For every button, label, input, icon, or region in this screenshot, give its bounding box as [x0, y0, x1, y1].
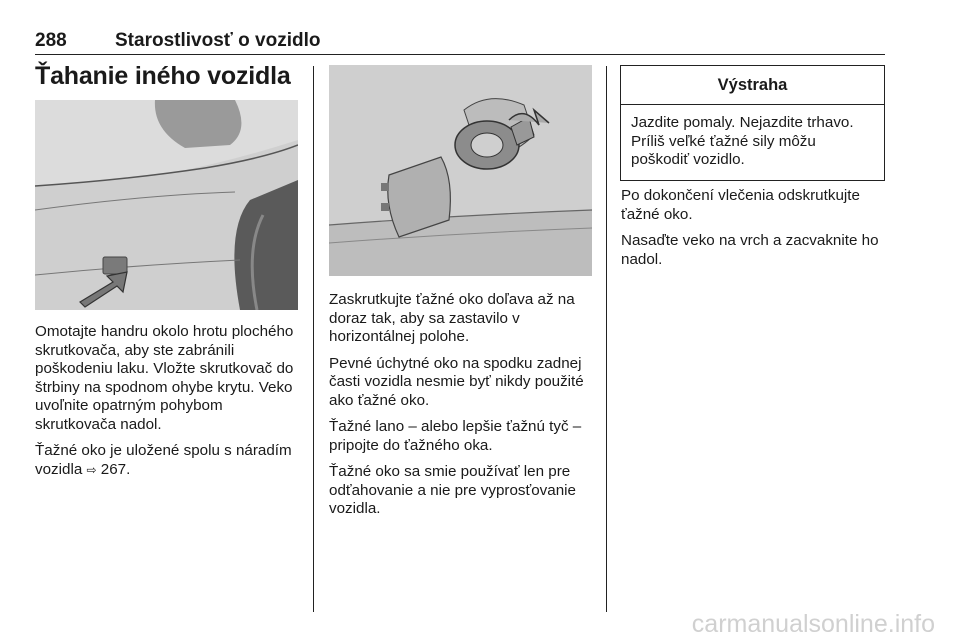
- fixed-eye-warning: Pevné úchytné oko na spodku zadnej časti vozidla nesmie byť nikdy použité ako ťažné oko.: [329, 354, 584, 409]
- rear-bumper-illustration: [35, 100, 298, 310]
- instruction-attach-rope: Ťažné lano – alebo lepšie ťažnú tyč – pripojte do ťažného oka.: [329, 418, 582, 454]
- instruction-screw-in: Zaskrutkujte ťažné oko doľava až na doraz tak, aby sa zastavilo v horizontálnej polohe.: [329, 291, 575, 345]
- page-number: 288: [35, 30, 67, 51]
- warning-title: Výstraha: [621, 66, 884, 105]
- instruction-remove-cover: Omotajte handru okolo hrotu plochého skrutkovača, aby ste zabránili poškodeniu laku. Vložte skrutkovač do štrbiny na spodnom ohybe krytu. Veko uvoľnite opatrným pohybom skrutkovača nadol.: [35, 323, 294, 433]
- page-reference-arrow-icon: ⇨: [86, 462, 97, 477]
- column-divider-left: [313, 66, 314, 612]
- tow-eye-storage-note: Ťažné oko je uložené spolu s náradím vozidla ⇨ 267.: [35, 442, 292, 478]
- instruction-refit-cover: Nasaďte veko na vrch a zacvaknite ho nadol.: [621, 232, 879, 268]
- tow-eye-illustration: [329, 65, 592, 276]
- column-2-text: [329, 291, 595, 527]
- column-1-text: [35, 323, 300, 487]
- column-3-text: [621, 187, 886, 277]
- instruction-unscrew: Po dokončení vlečenia odskrutkujte ťažné oko.: [621, 187, 860, 223]
- page-header: [35, 28, 885, 55]
- usage-limitation: Ťažné oko sa smie používať len pre odťahovanie a nie pre vyprosťovanie vozidla.: [329, 463, 576, 517]
- chapter-title: Starostlivosť o vozidlo: [115, 30, 321, 51]
- page-reference-link[interactable]: 267.: [96, 460, 131, 478]
- column-divider-right: [606, 66, 607, 612]
- section-title: Ťahanie iného vozidla: [35, 62, 291, 90]
- watermark: carmanualsonline.info: [691, 610, 935, 638]
- warning-body: Jazdite pomaly. Nejazdite trhavo. Príliš veľké ťažné sily môžu poškodiť vozidlo.: [631, 114, 854, 168]
- warning-box: [620, 65, 885, 181]
